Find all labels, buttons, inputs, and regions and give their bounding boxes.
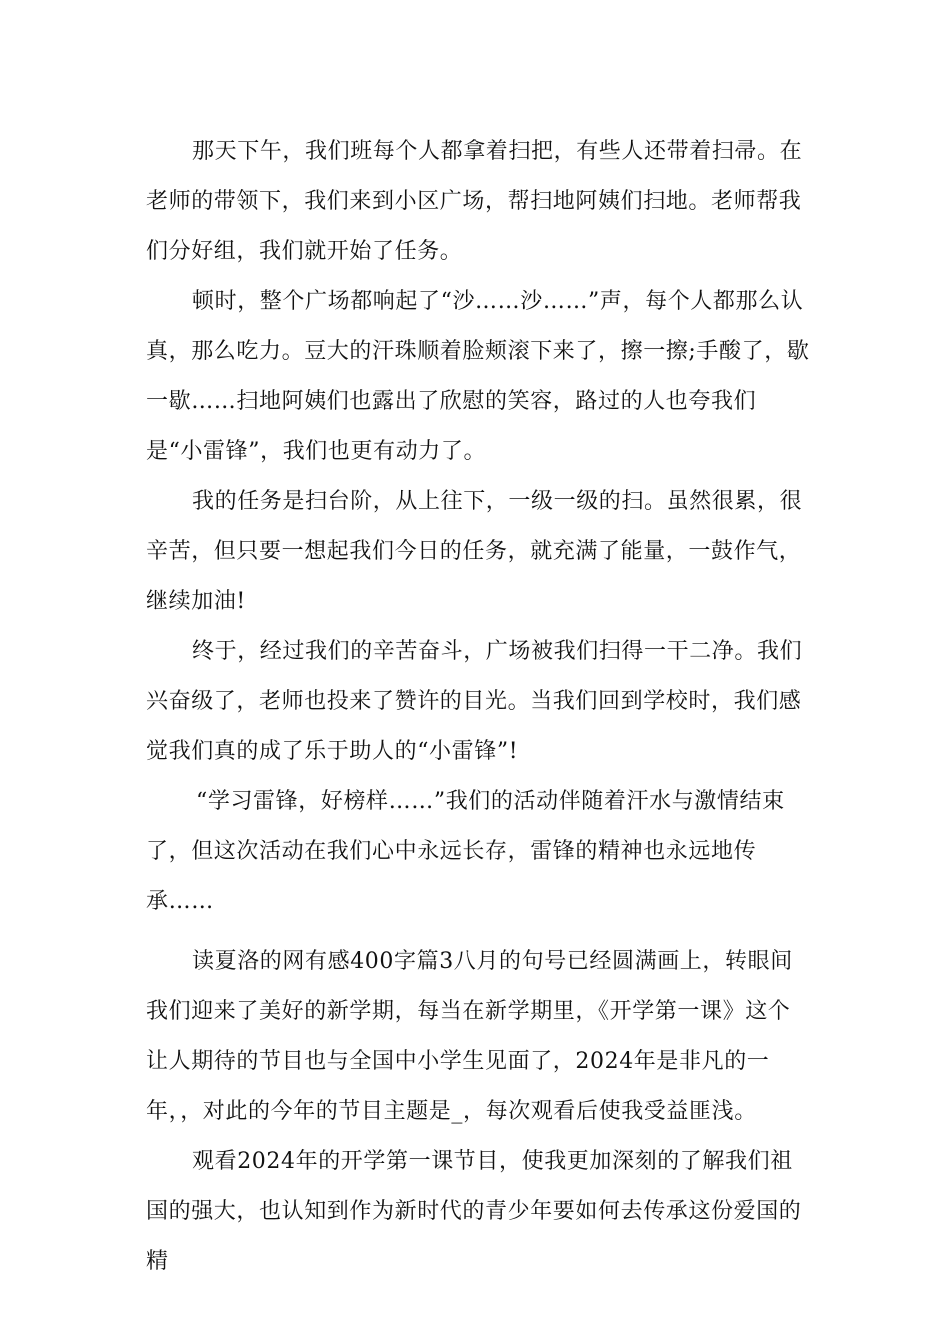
paragraph-7: 观看2024年的开学第一课节目，使我更加深刻的了解我们祖国的强大，也认知到作为新时代的青少年要如何去传承这份爱国的精: [146, 1149, 802, 1274]
paragraph-3: 我的任务是扫台阶，从上往下，一级一级的扫。虽然很累，很辛苦，但只要一想起我们今日的任务，就充满了能量，一鼓作气，继续加油!: [146, 489, 803, 614]
paragraph-2: 顿时，整个广场都响起了“沙……沙……”声，每个人都那么认真，那么吃力。豆大的汗珠顺着脸颊滚下来了，擦一擦;手酸了，歇一歇……扫地阿姨们也露出了欣慰的笑容，路过的人也夸我们是“小雷锋”，我们也更有动力了。: [146, 289, 810, 464]
document-body: [146, 127, 810, 1287]
paragraph-1: 那天下午，我们班每个人都拿着扫把，有些人还带着扫帚。在老师的带领下，我们来到小区广场，帮扫地阿姨们扫地。老师帮我们分好组，我们就开始了任务。: [146, 139, 803, 264]
paragraph-5: “学习雷锋，好榜样……”我们的活动伴随着汗水与激情结束了，但这次活动在我们心中永远长存，雷锋的精神也永远地传承……: [146, 789, 785, 914]
paragraph-4: 终于，经过我们的辛苦奋斗，广场被我们扫得一干二净。我们兴奋级了，老师也投来了赞许的目光。当我们回到学校时，我们感觉我们真的成了乐于助人的“小雷锋”!: [146, 639, 803, 764]
paragraph-6: 读夏洛的网有感400字篇3八月的句号已经圆满画上，转眼间我们迎来了美好的新学期，每当在新学期里，《开学第一课》这个让人期待的节目也与全国中小学生见面了，2024年是非凡的一年，，对此的今年的节目主题是_，每次观看后使我受益匪浅。: [146, 949, 793, 1124]
